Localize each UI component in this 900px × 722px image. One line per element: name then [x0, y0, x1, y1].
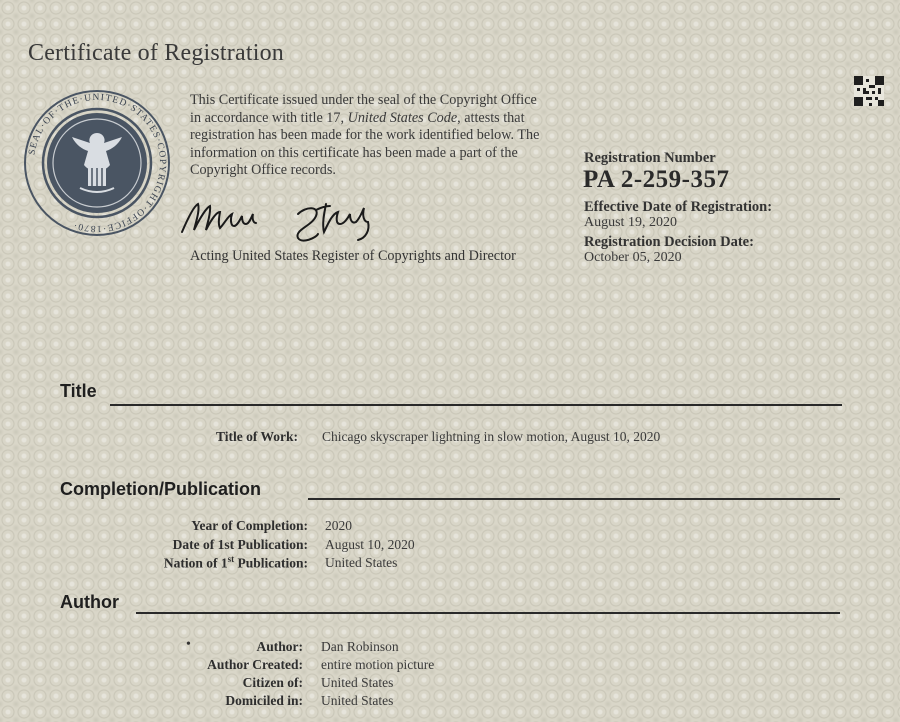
domiciled-in-value: United States: [321, 693, 394, 708]
svg-text:SEAL·OF·THE·UNITED·STATES·COPY: SEAL·OF·THE·UNITED·STATES·COPYRIGHT·OFFICE·1870·: [27, 92, 168, 234]
nation-first-publication-label: [100, 554, 308, 572]
effective-date-label: Effective Date of Registration:: [584, 199, 773, 215]
certificate-intro-text: [190, 92, 550, 180]
author-section-rule: [136, 612, 840, 614]
author-section-heading: Author: [60, 592, 119, 612]
author-bullet: •: [186, 637, 191, 652]
certificate-title: Certificate of Registration: [28, 40, 284, 66]
citizen-of-label: Citizen of:: [242, 675, 303, 690]
title-of-work-value: Chicago skyscraper lightning in slow motion, August 10, 2020: [322, 429, 661, 444]
effective-date: August 19, 2020: [584, 215, 677, 230]
domiciled-in-label: Domiciled in:: [225, 693, 303, 708]
title-of-work-label: Title of Work:: [215, 429, 298, 444]
registration-number-label: Registration Number: [584, 150, 716, 166]
author-value: Dan Robinson: [321, 639, 399, 654]
handwritten-signature: [178, 192, 408, 254]
citizen-of-value: United States: [321, 675, 394, 690]
qr-code: [854, 76, 884, 106]
signer-title: Acting United States Register of Copyrights and Director: [190, 248, 516, 264]
nation-label-sup: st: [227, 554, 235, 564]
copyright-office-seal: [22, 88, 172, 238]
intro-text-part2: , attests that registration has been made for the work identified below. The information on this certificate has been made a part of the Copyright Office records.: [190, 109, 540, 179]
first-publication-date-label: Date of 1st Publication:: [172, 537, 308, 552]
decision-date: October 05, 2020: [584, 250, 682, 265]
completion-section-heading: Completion/Publication: [60, 479, 261, 499]
author-created-value: entire motion picture: [321, 657, 435, 672]
title-section-heading: Title: [60, 381, 97, 401]
intro-text-part1: This Certificate issued under the seal of the Copyright Office in accordance with title 17,: [190, 92, 537, 126]
author-created-label: Author Created:: [207, 657, 303, 672]
title-section-rule: [110, 404, 842, 406]
nation-label-pre: Nation of 1: [163, 555, 228, 571]
decision-date-label: Registration Decision Date:: [584, 234, 754, 250]
nation-label-post: Publication:: [234, 555, 308, 571]
first-publication-date-value: August 10, 2020: [325, 537, 415, 552]
united-states-code-text: United States Code: [347, 109, 458, 126]
nation-first-publication-value: United States: [325, 555, 398, 570]
year-of-completion-label: Year of Completion:: [191, 518, 308, 533]
completion-section-rule: [308, 498, 840, 500]
author-label: Author:: [256, 639, 303, 654]
registration-number: PA 2-259-357: [583, 166, 730, 193]
year-of-completion-value: 2020: [325, 518, 352, 533]
